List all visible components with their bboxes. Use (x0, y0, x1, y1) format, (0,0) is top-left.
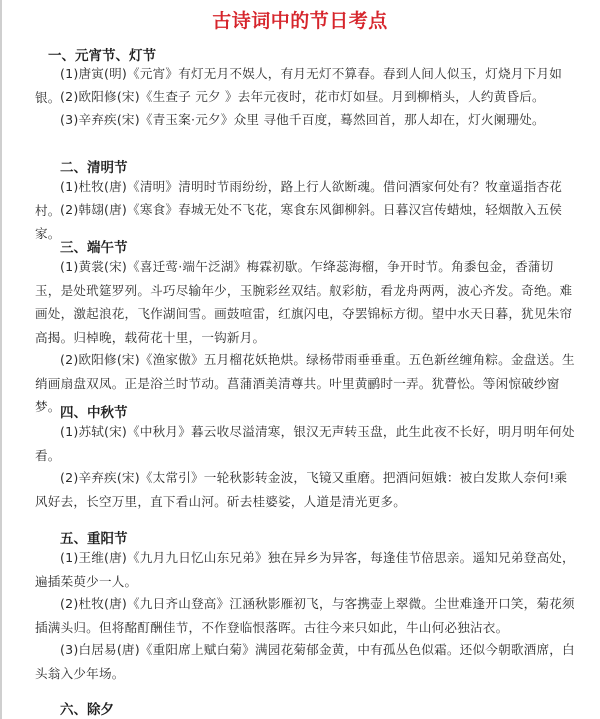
poem-item: (3)白居易(唐)《重阳席上赋白菊》满园花菊郁金黄，中有孤丛色似霜。还似今朝歌酒席，白头翁入少年场。 (35, 642, 575, 681)
section-heading: 三、端午节 (60, 240, 128, 256)
section-heading: 一、元宵节、灯节 (48, 48, 156, 64)
section-heading: 六、除夕 (60, 702, 114, 718)
poem-item: (1)杜牧(唐)《清明》清明时节雨纷纷，路上行人欲断魂。借问酒家何处有？牧童遥指杏花村。 (35, 179, 563, 218)
poem-item: (2)韩翃(唐)《寒食》春城无处不飞花，寒食东风御柳斜。日暮汉宫传蜡烛，轻烟散入五侯家。 (35, 202, 563, 241)
poem-item: (1)苏轼(宋)《中秋月》暮云收尽溢清寒，银汉无声转玉盘，此生此夜不长好，明月明年何处看。 (35, 424, 575, 463)
section-heading: 二、清明节 (60, 160, 128, 176)
page-left-border (0, 0, 2, 719)
document-title: 古诗词中的节日考点 (212, 10, 388, 32)
section-heading: 四、中秋节 (60, 405, 128, 421)
section-heading: 五、重阳节 (60, 531, 128, 547)
poem-item: (1)唐寅(明)《元宵》有灯无月不娱人，有月无灯不算春。春到人间人似玉，灯烧月下月如银。 (35, 66, 563, 105)
poem-item: (2)辛弃疾(宋)《太常引》一轮秋影转金波，飞镜又重磨。把酒问姮娥：被白发欺人奈何!乘风好去，长空万里，直下看山河。斫去桂婆娑，人道是清光更多。 (35, 470, 568, 509)
poem-item: (2)欧阳修(宋)《渔家傲》五月榴花妖艳烘。绿杨带雨垂垂重。五色新丝缠角粽。金盘送。生绡画扇盘双凤。正是浴兰时节动。菖蒲酒美清尊共。叶里黄鹂时一弄。犹瞢忪。等闲惊破纱窗梦。 (35, 352, 575, 414)
poem-item: (2)欧阳修(宋)《生查子 元夕 》去年元夜时，花市灯如昼。月到柳梢头，人约黄昏后。 (60, 89, 545, 104)
poem-item: (3)辛弃疾(宋)《青玉案·元夕》众里 寻他千百度，蓦然回首，那人却在，灯火阑珊处。 (60, 112, 545, 127)
poem-item: (1)黄裳(宋)《喜迁莺·端午泛湖》梅霖初歇。乍绛蕊海榴，争开时节。角黍包金，香蒲切玉，是处玳筵罗列。斗巧尽输年少，玉腕彩丝双结。舣彩舫，看龙舟两两，波心齐发。奇绝。难画处，激起浪花，飞作湖间雪。画鼓喧雷，红旗闪电，夺罢锦标方彻。望中水天日暮，犹见朱帘高揭。归棹晚，载荷花十里，一钩新月。 (35, 259, 573, 345)
poem-item: (1)王维(唐)《九月九日忆山东兄弟》独在异乡为异客，每逢佳节倍思亲。遥知兄弟登高处，遍插茱萸少一人。 (35, 550, 575, 589)
poem-item: (2)杜牧(唐)《九日齐山登高》江涵秋影雁初飞，与客携壶上翠微。尘世难逢开口笑，菊花须插满头归。但将酩酊酬佳节，不作登临恨落晖。古往今来只如此，牛山何必独沾衣。 (35, 596, 575, 635)
